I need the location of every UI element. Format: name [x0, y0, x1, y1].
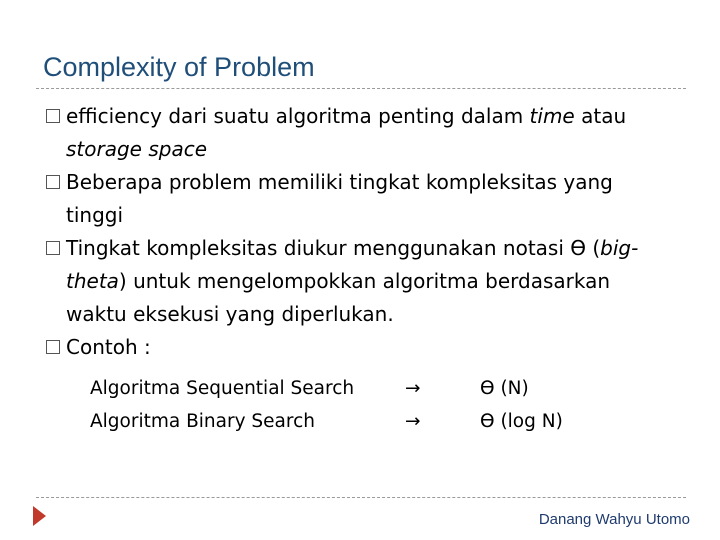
- example-algorithm: Algoritma Sequential Search: [90, 378, 355, 399]
- slide-title: Complexity of Problem: [43, 52, 315, 82]
- bullet-item: [44, 100, 674, 166]
- example-table: [90, 372, 610, 438]
- bullet-text: Tingkat kompleksitas diukur menggunakan notasi Ɵ (: [66, 236, 601, 260]
- bullet-list: [44, 100, 674, 364]
- play-triangle-icon: [33, 506, 46, 526]
- example-complexity: Ɵ (N): [480, 378, 529, 399]
- bullet-text: efficiency dari suatu algoritma penting dalam: [66, 104, 530, 128]
- bullet-text: atau: [574, 104, 627, 128]
- bullet-emphasis: storage space: [66, 137, 208, 161]
- example-algorithm: Algoritma Binary Search: [90, 411, 315, 432]
- bullet-text: Contoh :: [66, 335, 151, 359]
- bullet-item: [44, 232, 674, 331]
- bullet-text: Beberapa problem memiliki tingkat kompleksitas yang tinggi: [66, 170, 613, 227]
- arrow-right-icon: →: [405, 411, 421, 432]
- bullet-text: ) untuk mengelompokkan algoritma berdasarkan waktu eksekusi yang diperlukan.: [66, 269, 611, 326]
- bullet-item: [44, 166, 674, 232]
- example-row: [90, 405, 610, 438]
- arrow-right-icon: →: [405, 378, 421, 399]
- bullet-box-icon: [46, 175, 60, 189]
- bullet-emphasis: time: [529, 104, 575, 128]
- bullet-box-icon: [46, 109, 60, 123]
- bullet-box-icon: [46, 340, 60, 354]
- bullet-emphasis: big-theta: [66, 236, 639, 293]
- example-complexity: Ɵ (log N): [480, 411, 563, 432]
- bullet-item: [44, 331, 674, 364]
- example-row: [90, 372, 610, 405]
- footer-divider: [36, 497, 686, 498]
- title-divider: [36, 88, 686, 89]
- footer-author: Danang Wahyu Utomo: [538, 511, 690, 528]
- bullet-box-icon: [46, 241, 60, 255]
